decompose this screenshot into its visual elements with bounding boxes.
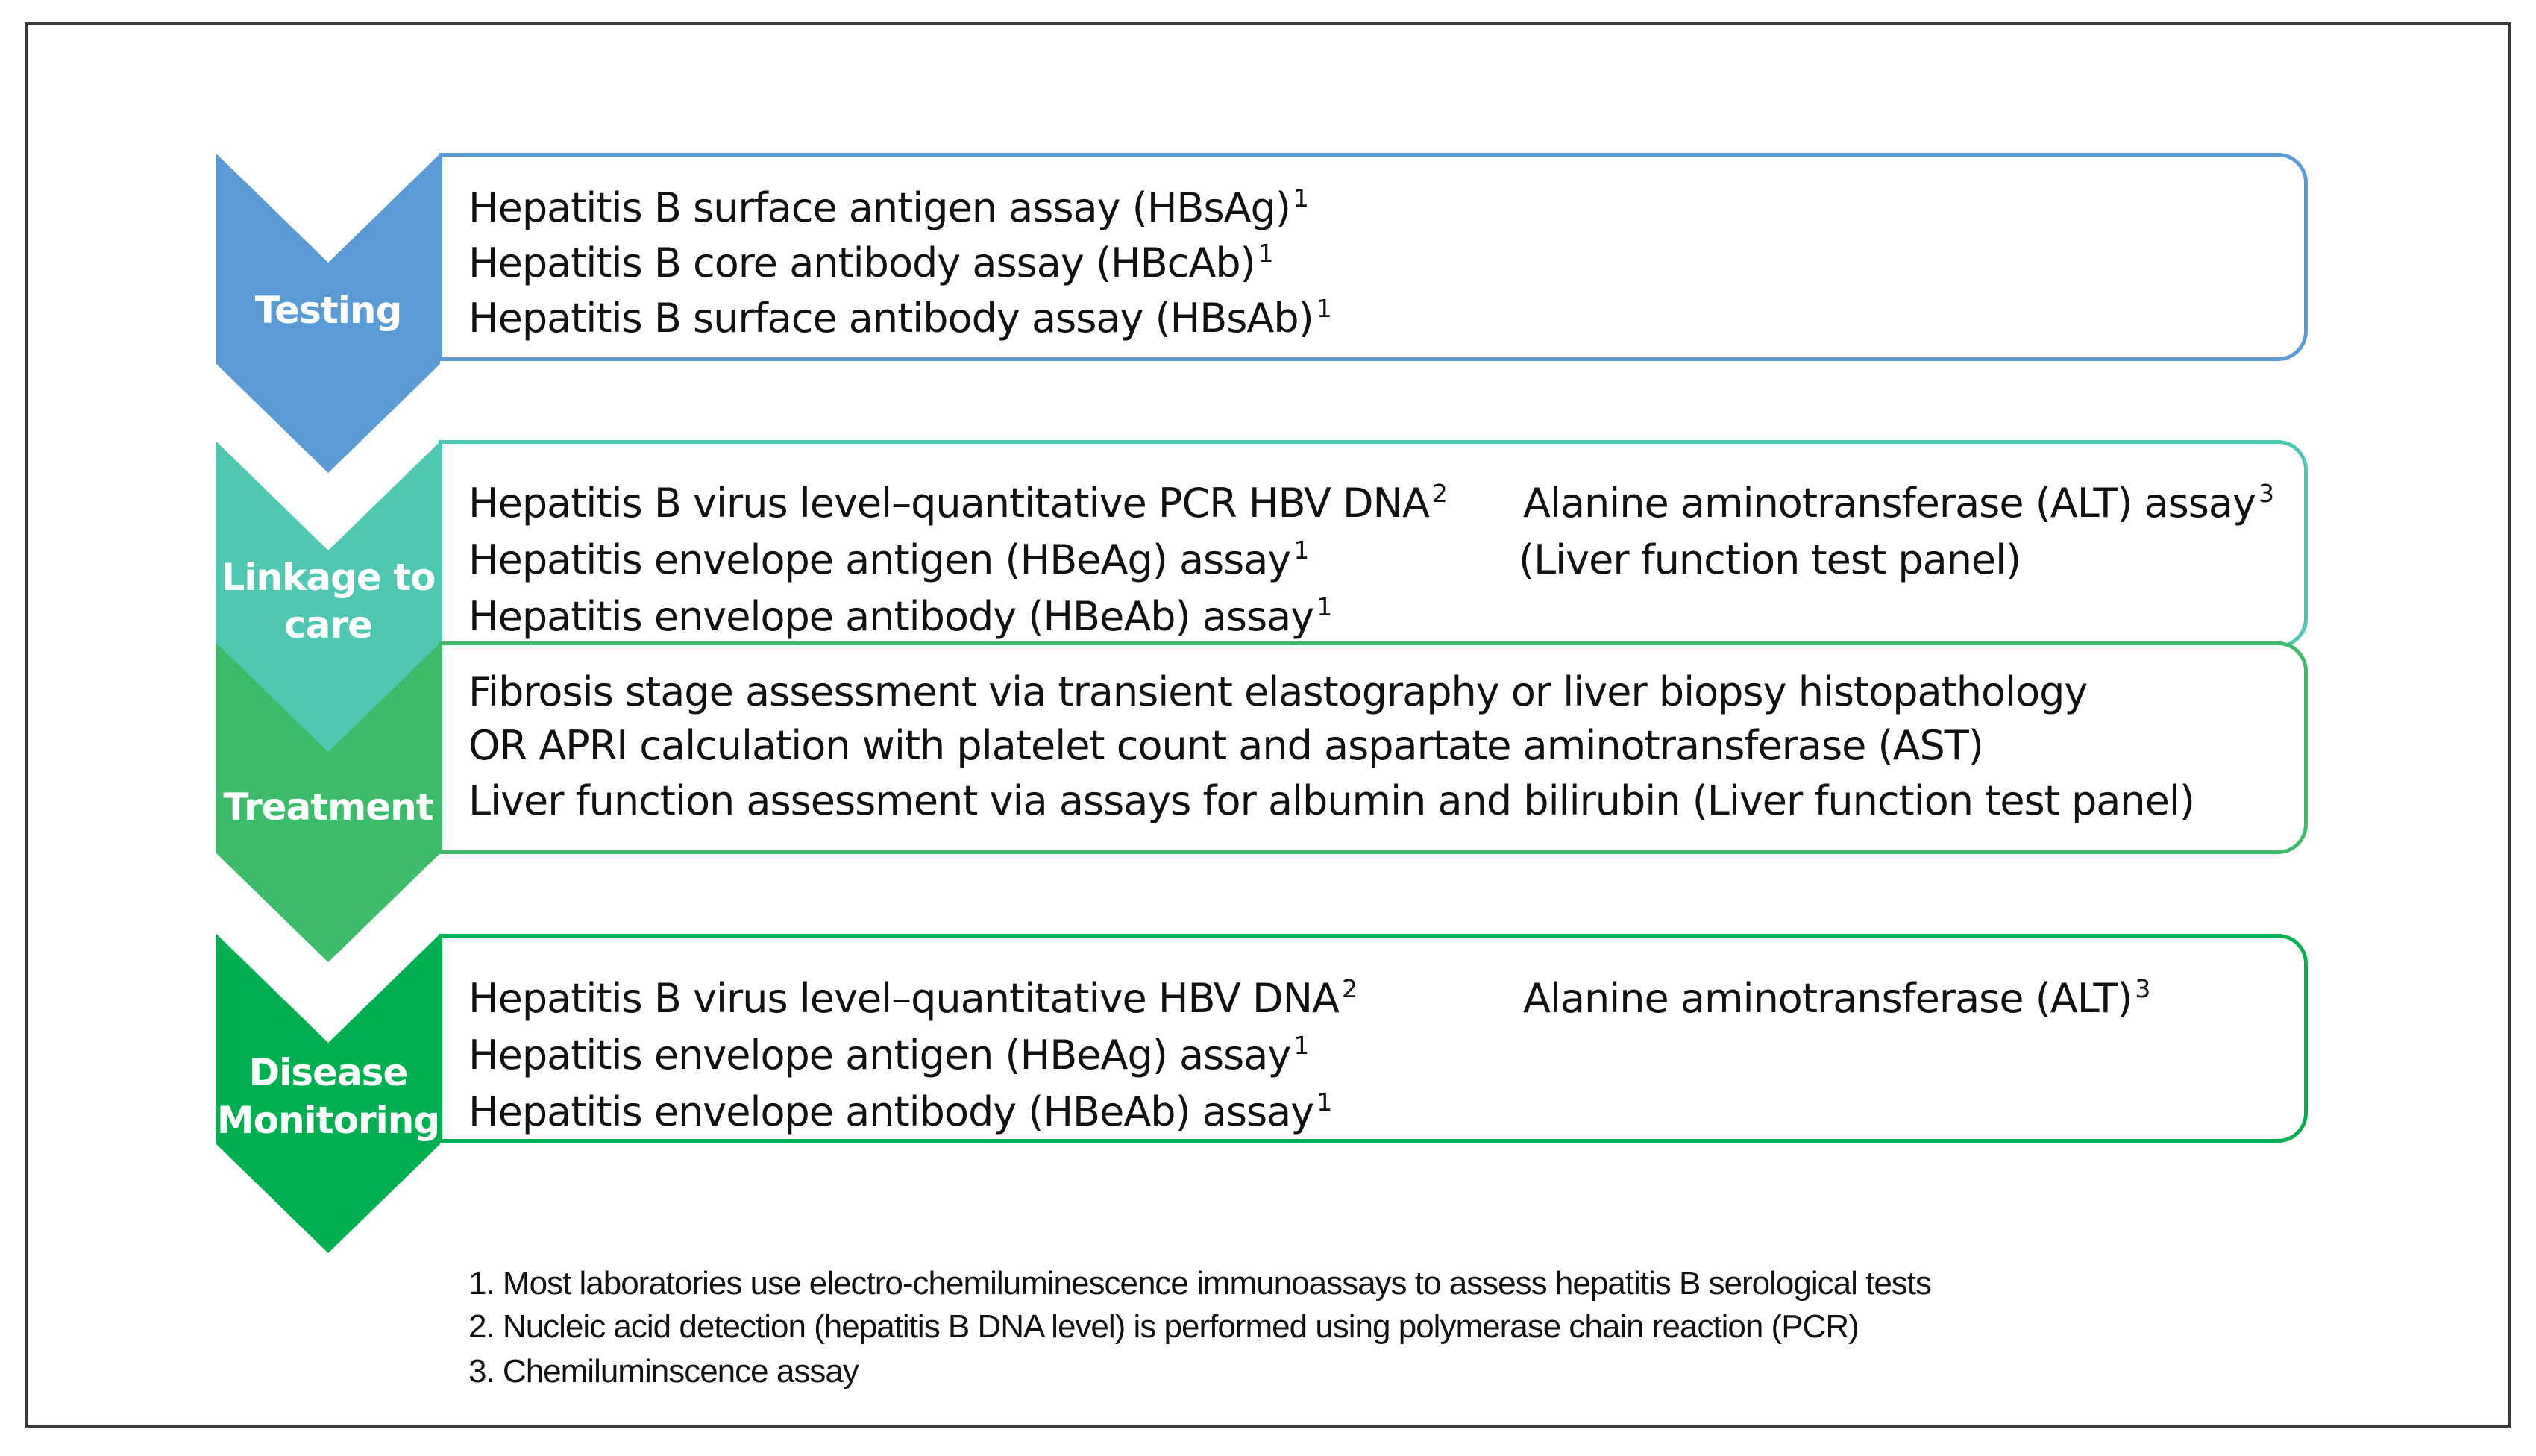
treatment-line: OR APRI calculation with platelet count and aspartate aminotransferase (AST): [468, 722, 1983, 769]
monitoring-line: Hepatitis envelope antigen (HBeAg) assay $^1$: [468, 1031, 1309, 1079]
footnote: 3. Chemiluminscence assay: [468, 1353, 859, 1390]
stage-label-monitoring: Disease Monitoring: [216, 1051, 440, 1142]
stage-label-treatment: Treatment: [223, 785, 433, 829]
monitoring-right-line: Alanine aminotransferase (ALT) $^3$: [1523, 974, 2150, 1022]
testing-line: Hepatitis B surface antibody assay (HBsAb) $^1$: [468, 294, 1331, 342]
testing-line: Hepatitis B surface antigen assay (HBsAg) $^1$: [468, 183, 1308, 231]
testing-line: Hepatitis B core antibody assay (HBcAb) $^1$: [468, 239, 1273, 286]
monitoring-line: Hepatitis envelope antibody (HBeAb) assay $^1$: [468, 1088, 1332, 1135]
footnote: 2. Nucleic acid detection (hepatitis B DNA level) is performed using polymerase chain reaction (PCR): [468, 1308, 1859, 1345]
linkage-line: Hepatitis envelope antigen (HBeAg) assay $^1$: [468, 536, 1309, 583]
monitoring-line: Hepatitis B virus level–quantitative HBV DNA $^2$: [468, 974, 1357, 1022]
linkage-right-line: Alanine aminotransferase (ALT) assay $^3$: [1523, 479, 2273, 527]
footnote: 1. Most laboratories use electro-chemiluminescence immunoassays to assess hepatitis B serological tests: [468, 1265, 1932, 1302]
linkage-right-line: (Liver function test panel): [1519, 536, 2021, 583]
linkage-line: Hepatitis envelope antibody (HBeAb) assay $^1$: [468, 592, 1332, 640]
treatment-line: Liver function assessment via assays for albumin and bilirubin (Liver function test panel): [468, 777, 2194, 824]
treatment-line: Fibrosis stage assessment via transient elastography or liver biopsy histopathology: [468, 668, 2088, 715]
linkage-line: Hepatitis B virus level–quantitative PCR HBV DNA $^2$: [468, 479, 1447, 527]
stage-label-testing: Testing: [254, 289, 402, 332]
stage-label-linkage: Linkage to care: [221, 556, 436, 647]
